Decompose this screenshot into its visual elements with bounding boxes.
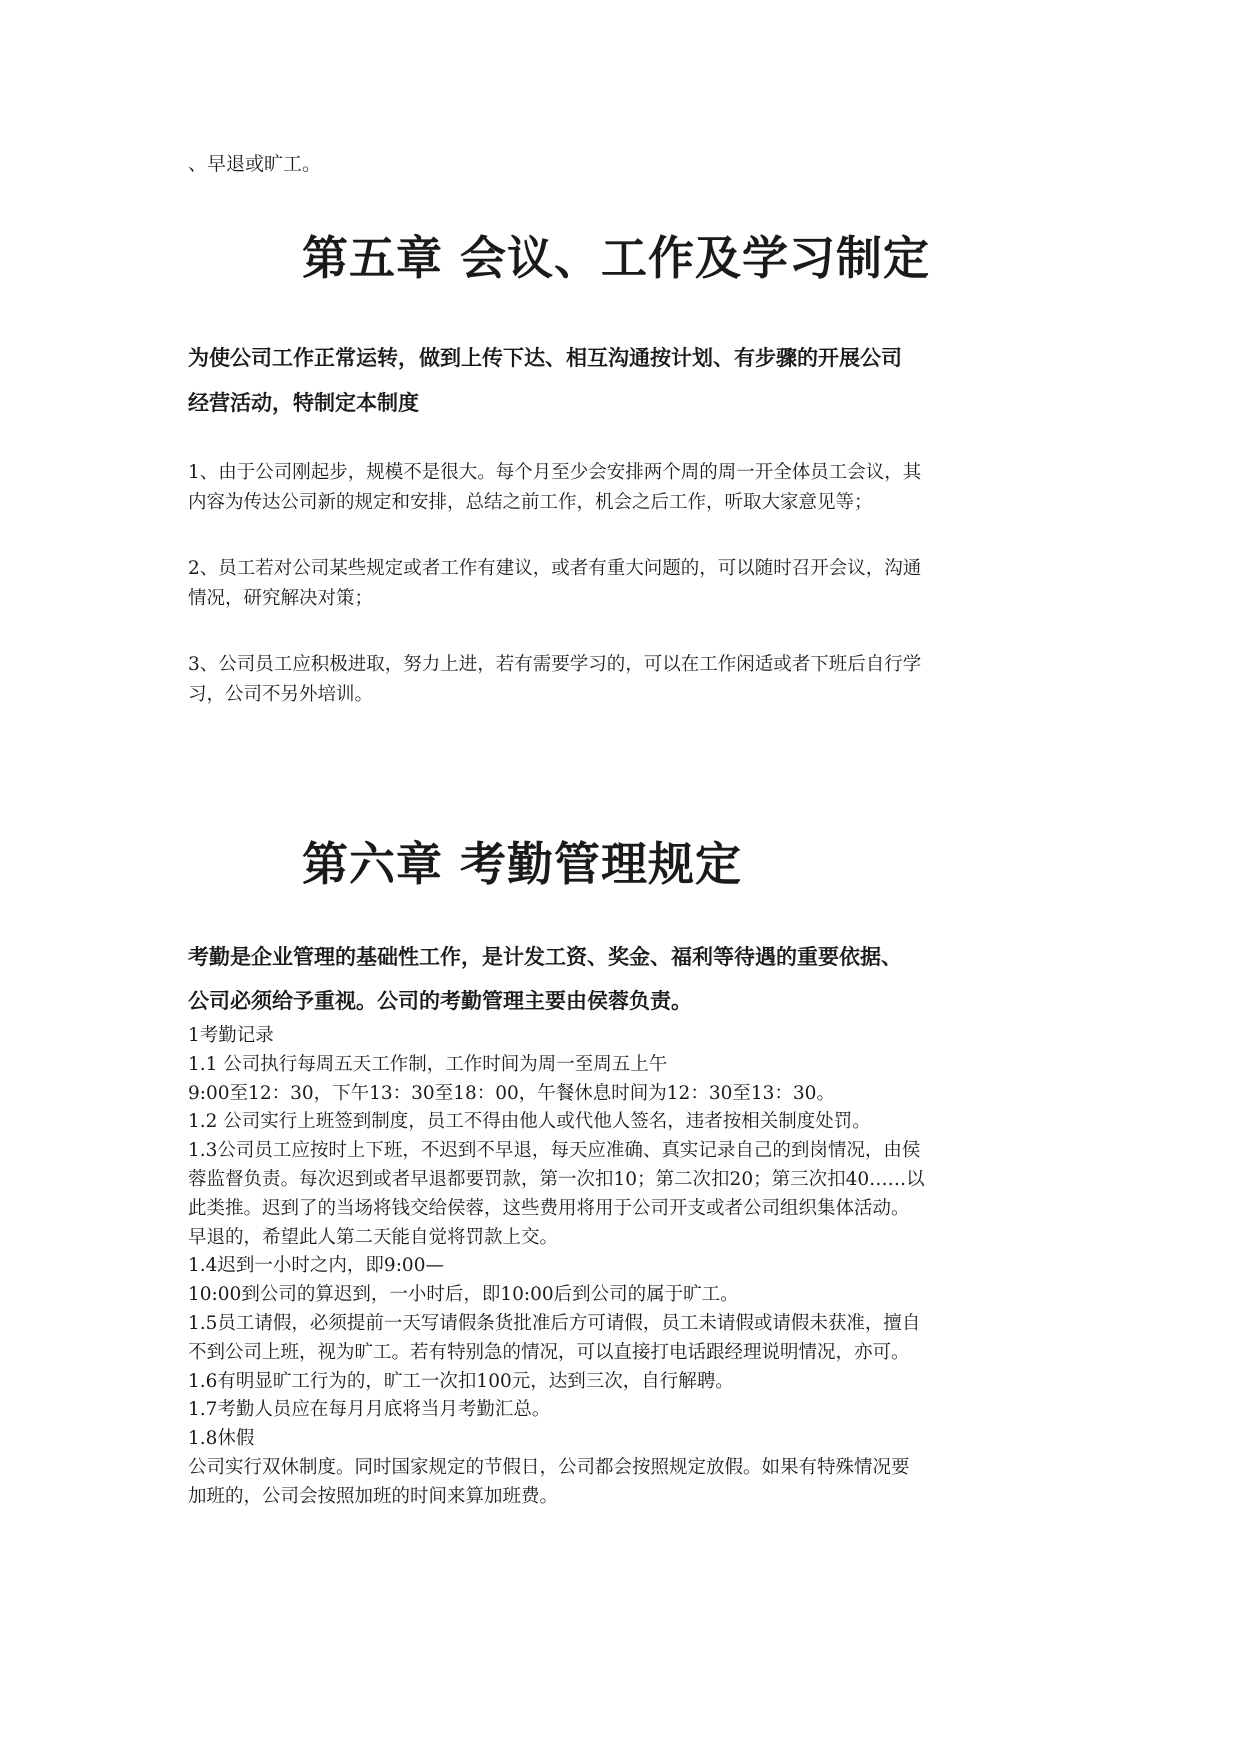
text-line: 10:00到公司的算迟到，一小时后，即10:00后到公司的属于旷工。: [188, 1284, 739, 1306]
text-line: 1、由于公司刚起步，规模不是很大。每个月至少会安排两个周的周一开全体员工会议，其: [188, 462, 922, 483]
chapter-6-intro: [188, 935, 1068, 1023]
intro-line: 经营活动，特制定本制度: [188, 391, 419, 415]
text-line: 公司实行双休制度。同时国家规定的节假日，公司都会按照规定放假。如果有特殊情况要: [188, 1456, 910, 1478]
chapter-5-item-2: [188, 554, 1068, 614]
text-line: 2、员工若对公司某些规定或者工作有建议，或者有重大问题的，可以随时召开会议，沟通: [188, 558, 922, 579]
text-line: 此类推。迟到了的当场将钱交给侯蓉，这些费用将用于公司开支或者公司组织集体活动。: [188, 1197, 910, 1219]
chapter-6-body: [188, 1022, 1068, 1512]
chapter-5-title: 第五章 会议、工作及学习制定: [302, 231, 931, 285]
continued-text-fragment: [188, 150, 1068, 178]
text-line: 1.3公司员工应按时上下班，不迟到不早退，每天应准确、真实记录自己的到岗情况，由侯: [188, 1140, 921, 1162]
chapter-5-item-1: [188, 458, 1068, 518]
text-line: 不到公司上班，视为旷工。若有特别急的情况，可以直接打电话跟经理说明情况，亦可。: [188, 1341, 910, 1363]
text-line: 3、公司员工应积极进取，努力上进，若有需要学习的，可以在工作闲适或者下班后自行学: [188, 654, 922, 675]
chapter-6-title: 第六章 考勤管理规定: [302, 837, 743, 891]
section-heading: 1考勤记录: [188, 1025, 274, 1046]
chapter-5-item-3: [188, 650, 1068, 710]
text-line: 9:00至12：30，下午13：30至18：00，午餐休息时间为12：30至13：30。: [188, 1082, 835, 1104]
section-heading: 1.8休假: [188, 1428, 255, 1450]
intro-line: 考勤是企业管理的基础性工作，是计发工资、奖金、福利等待遇的重要依据、: [188, 945, 902, 969]
chapter-5-intro: [188, 336, 1068, 426]
text-line: 1.1 公司执行每周五天工作制，工作时间为周一至周五上午: [188, 1053, 668, 1075]
text-line: 1.4迟到一小时之内，即9:00—: [188, 1255, 444, 1277]
text-line: 加班的，公司会按照加班的时间来算加班费。: [188, 1485, 559, 1507]
text-line: 情况，研究解决对策；: [188, 588, 374, 609]
text-line: 1.2 公司实行上班签到制度，员工不得由他人或代他人签名，违者按相关制度处罚。: [188, 1111, 871, 1133]
text-line: 习，公司不另外培训。: [188, 684, 374, 705]
intro-line: 为使公司工作正常运转，做到上传下达、相互沟通按计划、有步骤的开展公司: [188, 346, 902, 370]
text-line: 早退的，希望此人第二天能自觉将罚款上交。: [188, 1226, 559, 1248]
text-line: 、早退或旷工。: [188, 153, 322, 175]
text-line: 蓉监督负责。每次迟到或者早退都要罚款，第一次扣10；第二次扣20；第三次扣40……以: [188, 1168, 925, 1190]
intro-line: 公司必须给予重视。公司的考勤管理主要由侯蓉负责。: [188, 989, 692, 1013]
text-line: 1.6有明显旷工行为的，旷工一次扣100元，达到三次，自行解聘。: [188, 1370, 734, 1392]
text-line: 1.5员工请假，必须提前一天写请假条货批准后方可请假，员工未请假或请假未获准，擅自: [188, 1312, 921, 1334]
text-line: 1.7考勤人员应在每月月底将当月考勤汇总。: [188, 1399, 551, 1421]
text-line: 内容为传达公司新的规定和安排，总结之前工作，机会之后工作，听取大家意见等；: [188, 492, 873, 513]
